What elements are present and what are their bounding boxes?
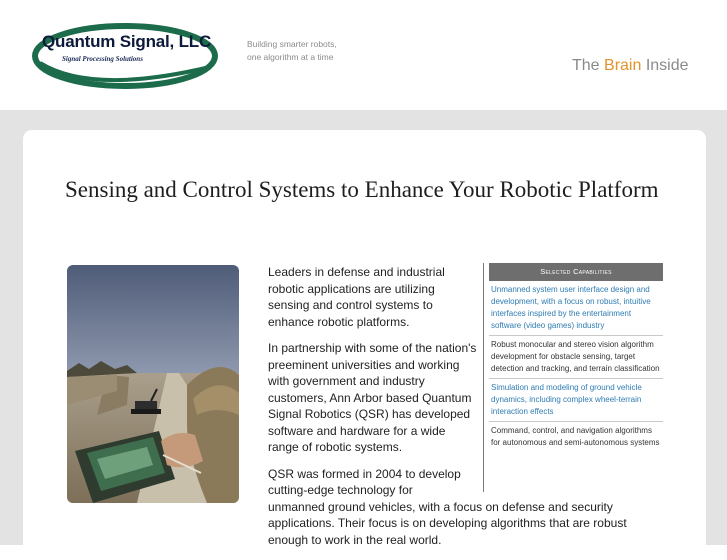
capability-item[interactable]: Unmanned system user interface design and development, with a focus on robust, intuitive interfaces inspired by the entertainment software (video games) industry: [489, 281, 663, 336]
capability-item[interactable]: Simulation and modeling of ground vehicle dynamics, including complex wheel-terrain interaction effects: [489, 379, 663, 422]
tagline-line-1: Building smarter robots,: [247, 39, 337, 49]
column-divider: [483, 263, 484, 492]
slogan: [572, 57, 689, 75]
page-title: Sensing and Control Systems to Enhance Your Robotic Platform: [65, 177, 659, 202]
soldier-tablet-robot-photo-icon: [67, 265, 239, 503]
capabilities-heading: Selected Capabilities: [489, 263, 663, 281]
capability-item: Robust monocular and stereo vision algorithm development for obstacle sensing, target detection and tracking, and terrain classification: [489, 336, 663, 379]
intro-paragraph-3-continued: unmanned ground vehicles, with a focus on defense and security applications. Their focus is on developing algorithms that are robust enough to work in the real world.: [268, 499, 627, 547]
slogan-highlight: Brain: [604, 57, 642, 74]
logo-subtitle: Signal Processing Solutions: [62, 55, 143, 63]
slogan-suffix: Inside: [641, 57, 689, 74]
site-header: [0, 0, 727, 110]
intro-paragraph-2: In partnership with some of the nation's preeminent universities and working with government and industry customers, Ann Arbor based Quantum Signal Robotics (QSR) has developed software and hardware for a wide range of robotic systems.: [268, 341, 477, 454]
hero-image: [67, 265, 239, 503]
intro-paragraph-1: Leaders in defense and industrial robotic applications are utilizing sensing and control systems to enhance robotic platforms.: [268, 265, 445, 329]
tagline-line-2: one algorithm at a time: [247, 52, 334, 62]
company-logo[interactable]: [32, 23, 222, 93]
logo-title: Quantum Signal, LLC: [42, 32, 212, 51]
intro-paragraph-3: QSR was formed in 2004 to develop cutting-edge technology for: [268, 466, 461, 497]
capabilities-panel: [489, 263, 663, 452]
capability-item: Command, control, and navigation algorithms for autonomous and semi-autonomous systems: [491, 426, 660, 447]
slogan-prefix: The: [572, 57, 605, 74]
tagline: [247, 38, 337, 64]
